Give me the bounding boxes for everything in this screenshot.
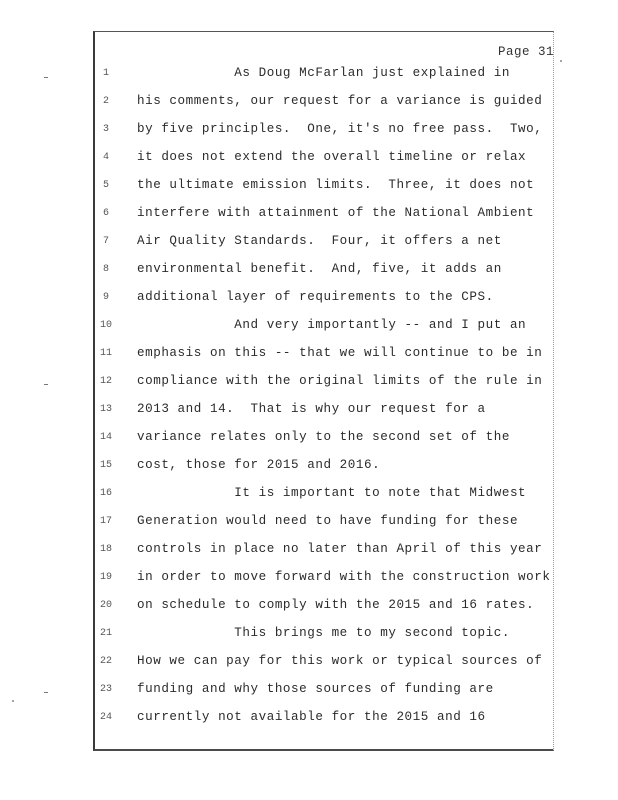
transcript-line: compliance with the original limits of the rule in — [137, 374, 543, 388]
line-number: 1 — [102, 68, 109, 79]
line-number: 4 — [102, 152, 109, 163]
margin-mark — [44, 384, 48, 385]
transcript-line: additional layer of requirements to the CPS. — [137, 290, 494, 304]
transcript-line: it does not extend the overall timeline or relax — [137, 150, 527, 164]
transcript-line: on schedule to comply with the 2015 and 16 rates. — [137, 598, 535, 612]
transcript-line: Air Quality Standards. Four, it offers a net — [137, 234, 502, 248]
transcript-line: funding and why those sources of funding are — [137, 682, 494, 696]
transcript-line: by five principles. One, it's no free pass. Two, — [137, 122, 543, 136]
transcript-line: Generation would need to have funding for these — [137, 514, 519, 528]
margin-mark — [44, 77, 48, 78]
line-number: 20 — [99, 600, 112, 611]
line-number: 19 — [99, 572, 112, 583]
transcript-line: emphasis on this -- that we will continue to be in — [137, 346, 543, 360]
line-number: 13 — [99, 404, 112, 415]
transcript-page-frame — [93, 31, 554, 751]
transcript-line: As Doug McFarlan just explained in — [137, 66, 510, 80]
transcript-line: And very importantly -- and I put an — [137, 318, 527, 332]
scan-speck — [12, 700, 14, 702]
line-number: 16 — [99, 488, 112, 499]
transcript-line: environmental benefit. And, five, it adds an — [137, 262, 502, 276]
line-number: 6 — [102, 208, 109, 219]
line-number: 8 — [102, 264, 109, 275]
line-number: 24 — [99, 712, 112, 723]
line-number: 21 — [99, 628, 112, 639]
line-number: 12 — [99, 376, 112, 387]
line-number: 9 — [102, 292, 109, 303]
line-number: 7 — [102, 236, 109, 247]
transcript-line: 2013 and 14. That is why our request for a — [137, 402, 486, 416]
transcript-line: This brings me to my second topic. — [137, 626, 510, 640]
line-number: 18 — [99, 544, 112, 555]
transcript-line: currently not available for the 2015 and 16 — [137, 710, 486, 724]
line-number: 10 — [99, 320, 112, 331]
transcript-line: cost, those for 2015 and 2016. — [137, 458, 381, 472]
page-number: Page 31 — [498, 45, 555, 59]
transcript-line: It is important to note that Midwest — [137, 486, 527, 500]
transcript-line: in order to move forward with the construction work — [137, 570, 551, 584]
margin-mark — [44, 692, 48, 693]
transcript-line: the ultimate emission limits. Three, it does not — [137, 178, 535, 192]
line-number: 15 — [99, 460, 112, 471]
line-number: 11 — [99, 348, 112, 359]
transcript-line: controls in place no later than April of this year — [137, 542, 543, 556]
transcript-line: variance relates only to the second set of the — [137, 430, 510, 444]
line-number: 2 — [102, 96, 109, 107]
line-number: 17 — [99, 516, 112, 527]
line-number: 5 — [102, 180, 109, 191]
transcript-line: interfere with attainment of the National Ambient — [137, 206, 535, 220]
line-number: 23 — [99, 684, 112, 695]
line-number: 22 — [99, 656, 112, 667]
line-number: 14 — [99, 432, 112, 443]
transcript-line: his comments, our request for a variance is guided — [137, 94, 543, 108]
transcript-line: How we can pay for this work or typical sources of — [137, 654, 543, 668]
line-number: 3 — [102, 124, 109, 135]
scan-speck — [560, 60, 562, 62]
